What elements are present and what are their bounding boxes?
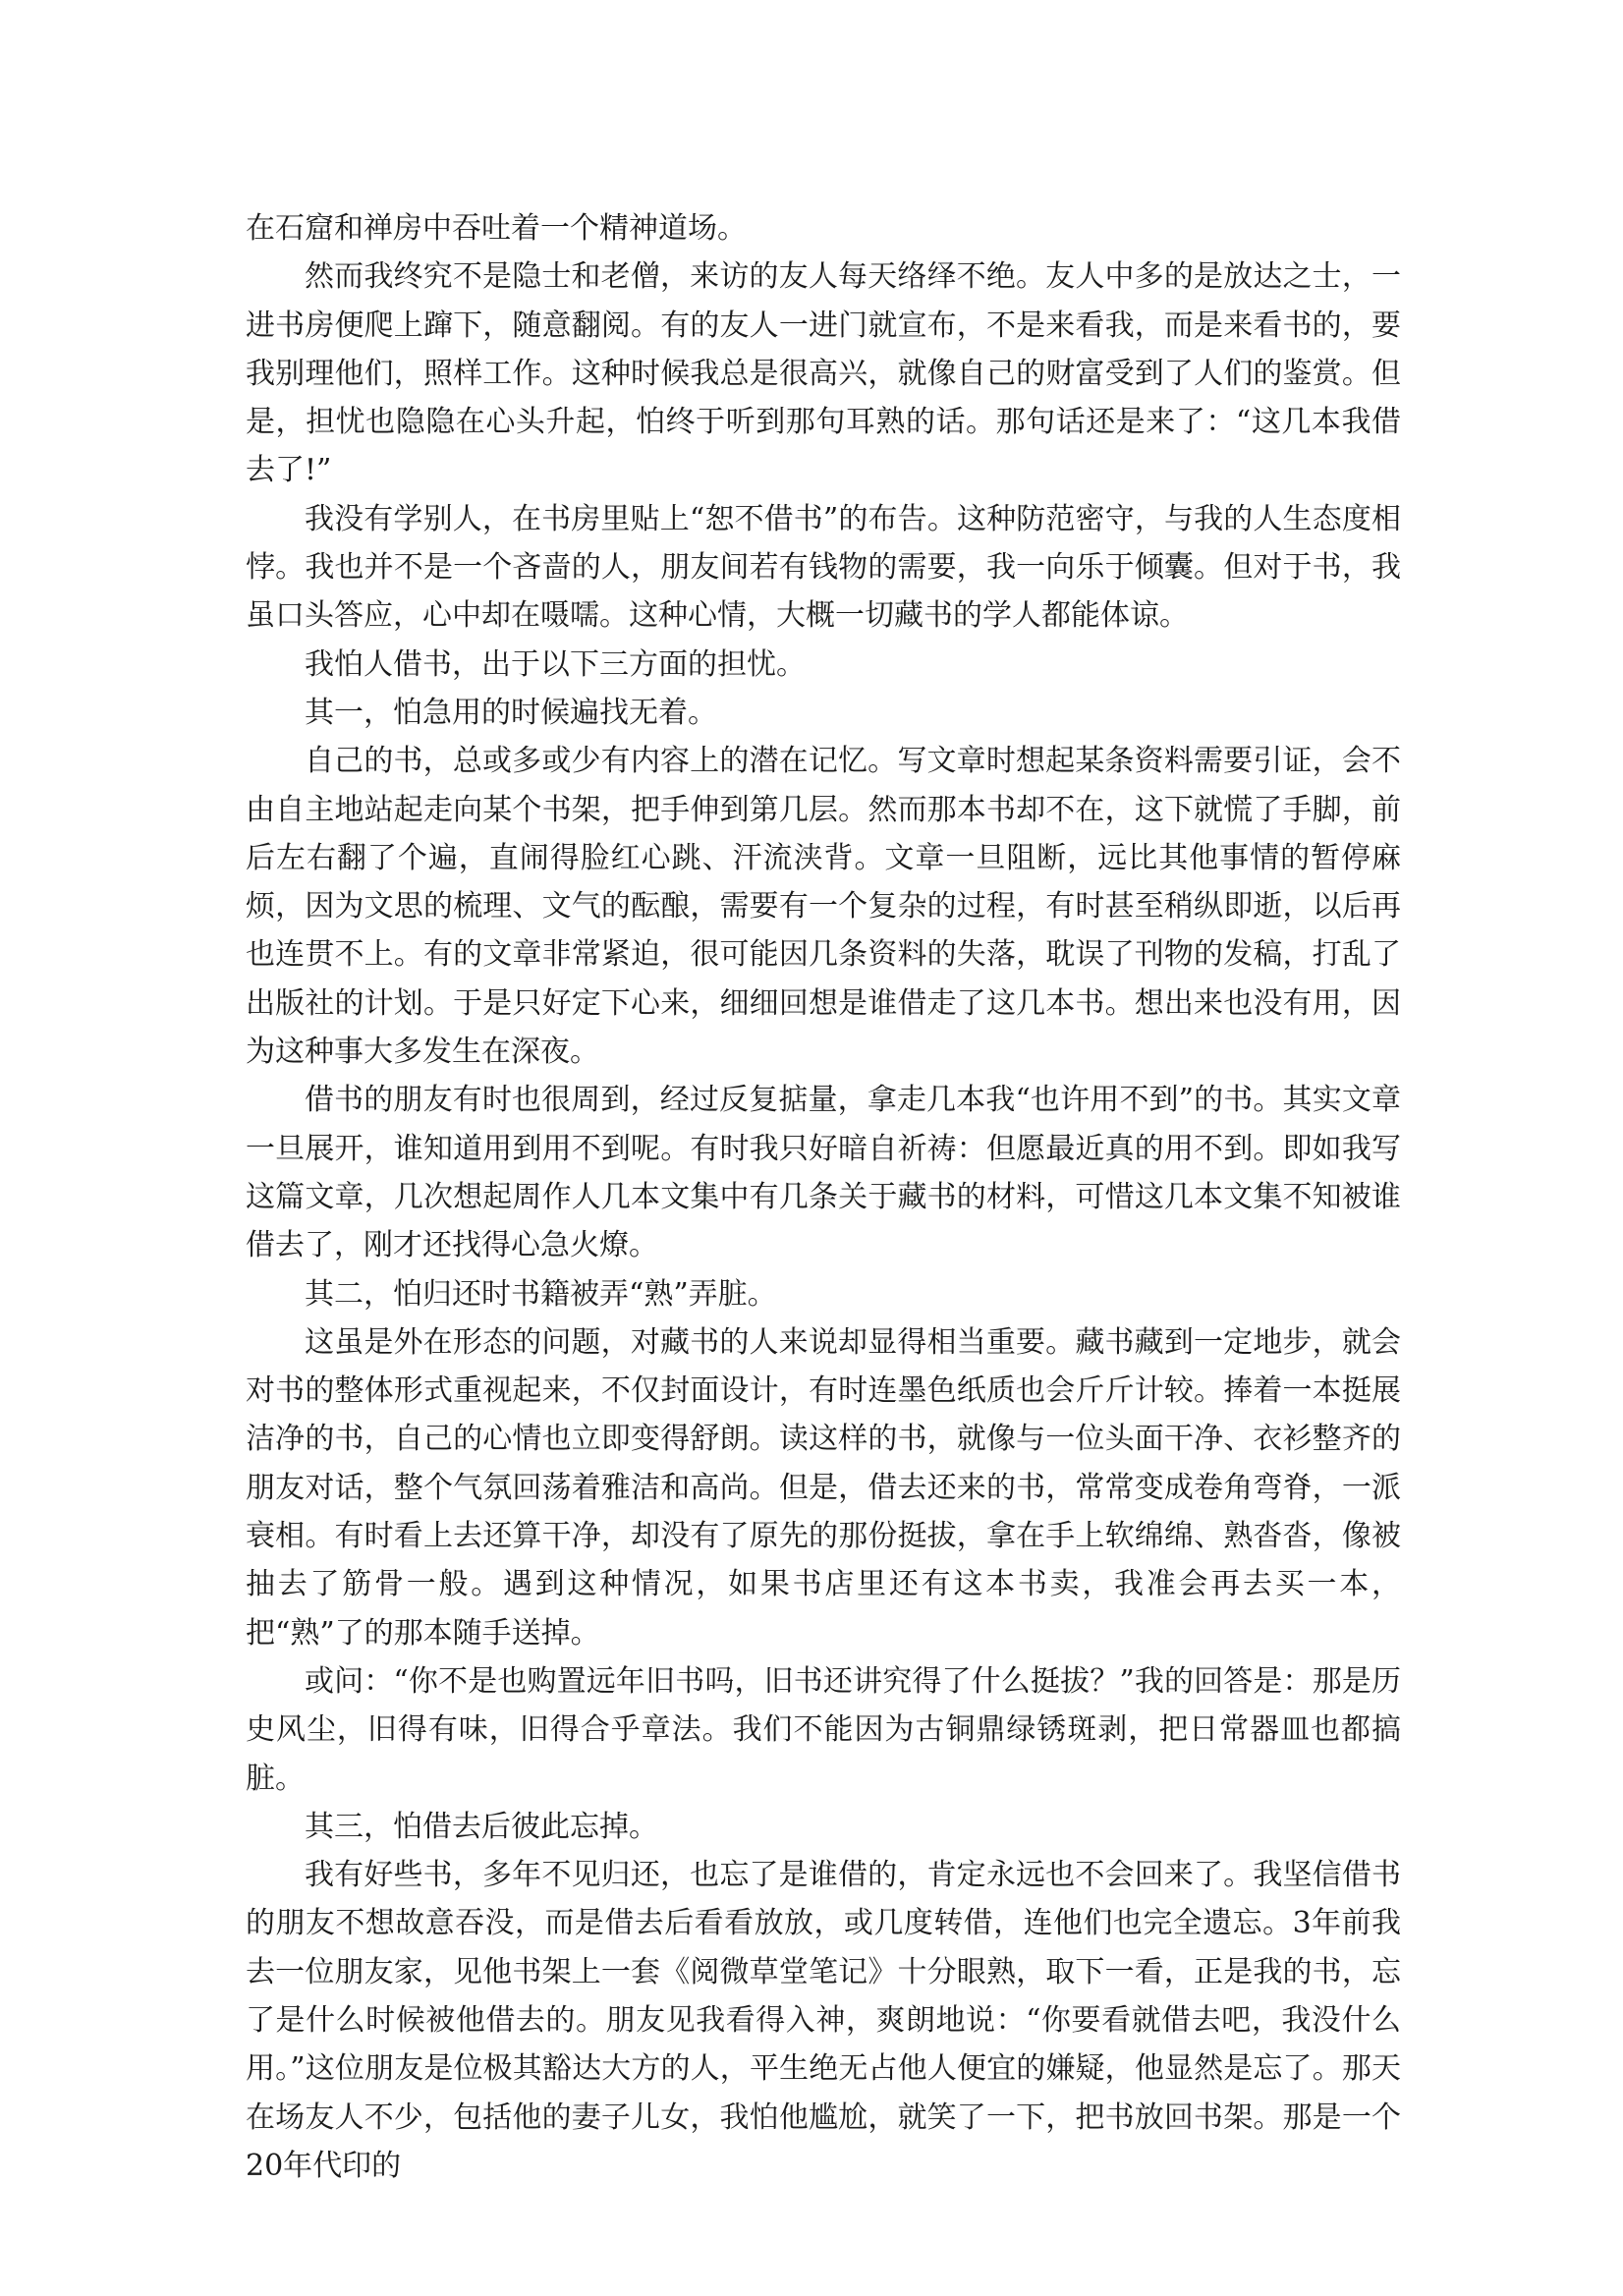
section-heading-three: 其三，怕借去后彼此忘掉。 [305,1809,658,1844]
paragraph: 我有好些书，多年不见归还，也忘了是谁借的，肯定永远也不会回来了。我坚信借书的朋友不想故意吞没，而是借去后看看放放，或几度转借，连他们也完全遗忘。3年前我去一位朋友家，见他书架上一套《阅微草堂笔记》十分眼熟，取下一看，正是我的书，忘了是什么时候被他借去的。朋友见我看得入神，爽朗地说：“你要看就借去吧，我没什么用。”这位朋友是位极其豁达大方的人，平生绝无占他人便宜的嫌疑，他显然是忘了。那天在场友人不少，包括他的妻子儿女，我怕他尴尬，就笑了一下，把书放回书架。那是一个20年代印的 [246,1858,1401,2183]
paragraph: 我没有学别人，在书房里贴上“恕不借书”的布告。这种防范密守，与我的人生态度相悖。我也并不是一个吝啬的人，朋友间若有钱物的需要，我一向乐于倾囊。但对于书，我虽口头答应，心中却在嗫嚅。这种心情，大概一切藏书的学人都能体谅。 [246,501,1401,634]
paragraph: 然而我终究不是隐士和老僧，来访的友人每天络绎不绝。友人中多的是放达之士，一进书房便爬上蹿下，随意翻阅。有的友人一进门就宣布，不是来看我，而是来看书的，要我别理他们，照样工作。这种时候我总是很高兴，就像自己的财富受到了人们的鉴赏。但是，担忧也隐隐在心头升起，怕终于听到那句耳熟的话。那句话还是来了：“这几本我借去了!” [246,259,1401,488]
section-heading-one: 其一，怕急用的时候遍找无着。 [305,695,717,730]
paragraph: 借书的朋友有时也很周到，经过反复掂量，拿走几本我“也许用不到”的书。其实文章一旦展开，谁知道用到用不到呢。有时我只好暗自祈祷：但愿最近真的用不到。即如我写这篇文章，几次想起周作人几本文集中有几条关于藏书的材料，可惜这几本文集不知被谁借去了，刚才还找得心急火燎。 [246,1083,1401,1263]
paragraph: 这虽是外在形态的问题，对藏书的人来说却显得相当重要。藏书藏到一定地步，就会对书的整体形式重视起来，不仅封面设计，有时连墨色纸质也会斤斤计较。捧着一本挺展洁净的书，自己的心情也立即变得舒朗。读这样的书，就像与一位头面干净、衣衫整齐的朋友对话，整个气氛回荡着雅洁和高尚。但是，借去还来的书，常常变成卷角弯脊，一派衰相。有时看上去还算干净，却没有了原先的那份挺拔，拿在手上软绵绵、熟沓沓，像被抽去了筋骨一般。遇到这种情况，如果书店里还有这本书卖，我准会再去买一本，把“熟”了的那本随手送掉。 [246,1324,1401,1651]
paragraph-continued: 在石窟和禅房中吞吐着一个精神道场。 [246,211,747,246]
paragraph: 我怕人借书，出于以下三方面的担忧。 [305,646,806,682]
section-heading-two: 其二，怕归还时书籍被弄“熟”弄脏。 [305,1276,777,1312]
paragraph: 自己的书，总或多或少有内容上的潜在记忆。写文章时想起某条资料需要引证，会不由自主地站起走向某个书架，把手伸到第几层。然而那本书却不在，这下就慌了手脚，前后左右翻了个遍，直闹得脸红心跳、汗流浃背。文章一旦阻断，远比其他事情的暂停麻烦，因为文思的梳理、文气的酝酿，需要有一个复杂的过程，有时甚至稍纵即逝，以后再也连贯不上。有的文章非常紧迫，很可能因几条资料的失落，耽误了刊物的发稿，打乱了出版社的计划。于是只好定下心来，细细回想是谁借走了这几本书。想出来也没有用，因为这种事大多发生在深夜。 [246,744,1401,1070]
article-body [246,204,1401,2190]
paragraph: 或问：“你不是也购置远年旧书吗，旧书还讲究得了什么挺拔？”我的回答是：那是历史风尘，旧得有味，旧得合乎章法。我们不能因为古铜鼎绿锈斑剥，把日常器皿也都搞脏。 [246,1663,1401,1796]
